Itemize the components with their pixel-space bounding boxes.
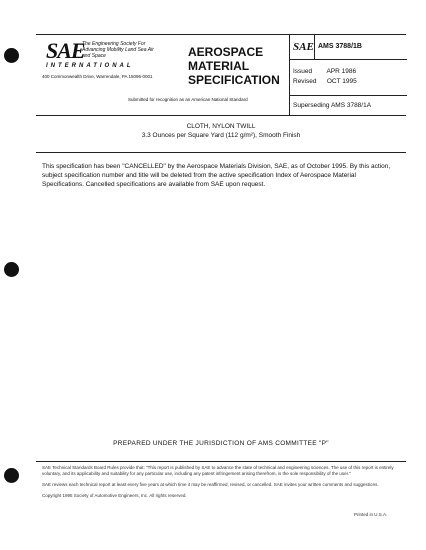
footer-paragraph-2: SAE reviews each technical report at least every five years at which time it may be reaffirmed, revised, or cancelled. SAE invites your written comments and suggestions. bbox=[42, 482, 379, 487]
superseding-row bbox=[290, 95, 407, 116]
spec-header bbox=[36, 34, 406, 116]
footer-divider bbox=[36, 461, 406, 462]
spec-title bbox=[188, 45, 283, 87]
title-line-1: AEROSPACE bbox=[188, 45, 264, 59]
subject-line-1: CLOTH, NYLON TWILL bbox=[186, 123, 256, 130]
spec-footer bbox=[42, 465, 400, 504]
org-address: 400 Commonwealth Drive, Warrendale, PA 15096-0001 bbox=[42, 74, 153, 79]
footer-paragraph-1: SAE Technical Standards Board Rules provide that: "This report is published by SAE to advance the state of technical and engineering sciences. The use of this report is entirely voluntary, and its applicability and suitability for any particular use, including any patent infringement arising therefrom, is the sole responsibility of the user." bbox=[42, 465, 394, 476]
title-line-2: MATERIAL bbox=[188, 59, 250, 73]
subject-divider bbox=[36, 152, 406, 153]
doc-dates bbox=[293, 67, 357, 87]
divider bbox=[314, 35, 315, 59]
doc-info-block bbox=[289, 35, 407, 115]
sae-logo: SAE bbox=[46, 38, 85, 63]
prepared-under-note: PREPARED UNDER THE JURISDICTION OF AMS COMMITTEE "P" bbox=[113, 440, 329, 447]
binder-hole-top bbox=[4, 48, 19, 63]
revised-row bbox=[293, 77, 357, 87]
spec-subject bbox=[36, 122, 406, 140]
issued-label: Issued bbox=[293, 68, 313, 75]
binder-hole-middle bbox=[4, 262, 19, 277]
submitted-note: Submitted for recognition as an American National Standard bbox=[128, 97, 248, 102]
binder-hole-bottom bbox=[4, 468, 19, 483]
superseding-text: Superseding AMS 3788/1A bbox=[293, 102, 372, 109]
doc-number-row bbox=[290, 35, 407, 60]
cancellation-paragraph: This specification has been "CANCELLED" by the Aerospace Materials Division, SAE, as of October 1995. By this action, subject specification number and title will be deleted from the active specification Index of Aerospace Material Specifications. Cancelled specifications are available from SAE upon request. bbox=[42, 163, 391, 188]
issued-row bbox=[293, 67, 357, 77]
revised-label: Revised bbox=[293, 78, 317, 85]
sae-small-logo: SAE bbox=[293, 41, 314, 53]
printed-in-note: Printed in U.S.A. bbox=[354, 512, 388, 517]
doc-number: AMS 3788/1B bbox=[318, 43, 362, 50]
issued-value: APR 1986 bbox=[326, 68, 357, 75]
footer-copyright: Copyright 1995 Society of Automotive Engineers, Inc. All rights reserved. bbox=[42, 493, 187, 498]
specification-sheet bbox=[36, 34, 406, 539]
subject-line-2: 3.3 Ounces per Square Yard (112 g/m²), Smooth Finish bbox=[141, 132, 301, 139]
org-name: INTERNATIONAL bbox=[46, 63, 134, 69]
org-tagline: The Engineering Society For Advancing Mobility Land Sea Air and Space bbox=[82, 41, 154, 59]
title-line-3: SPECIFICATION bbox=[188, 73, 280, 87]
revised-value: OCT 1995 bbox=[326, 78, 357, 85]
